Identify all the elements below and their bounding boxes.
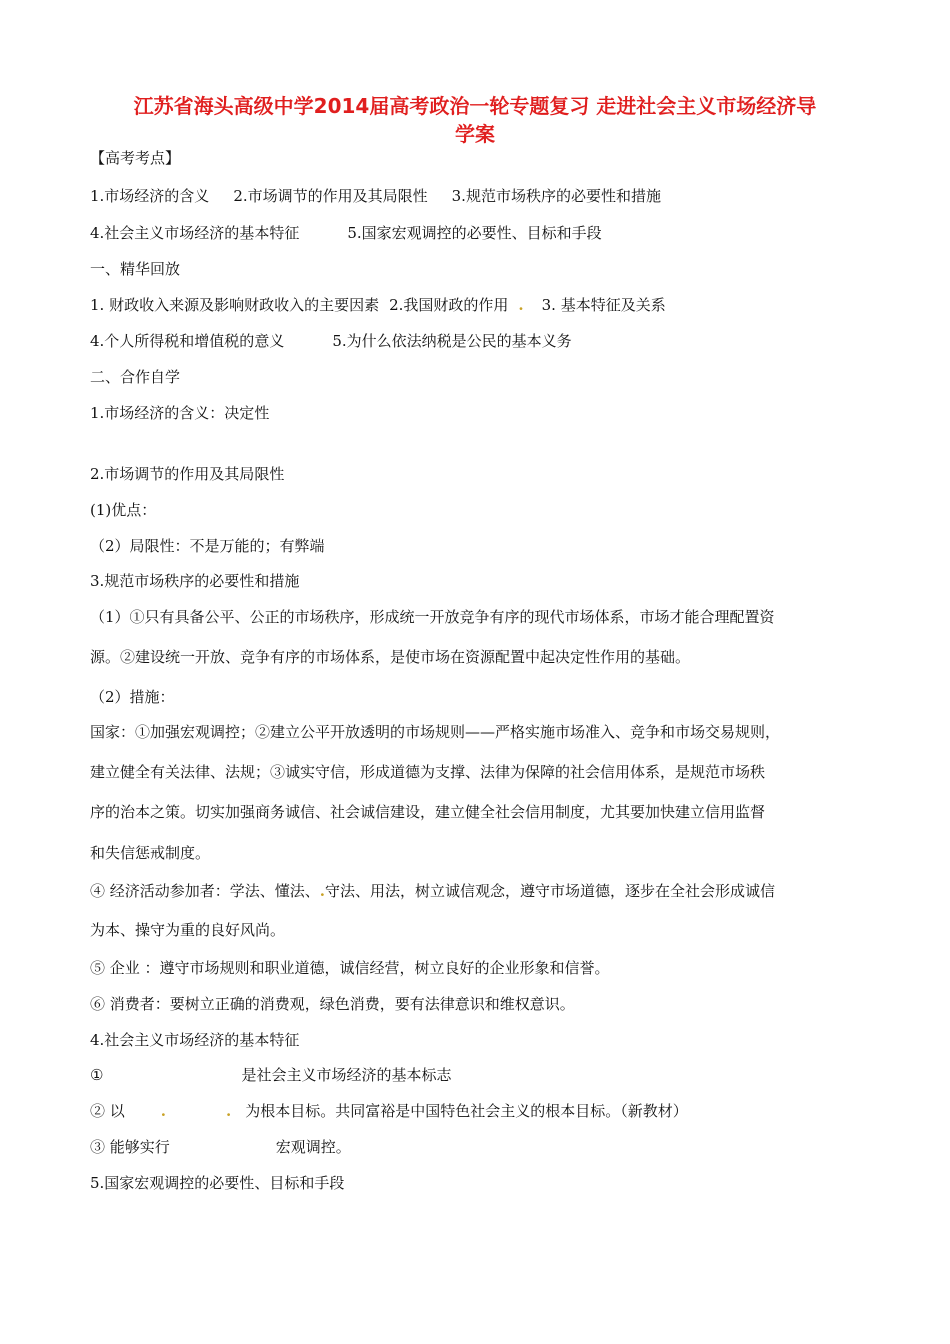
highlight-dot: . xyxy=(518,296,524,314)
item-3-marker: ③ 能够实行 xyxy=(90,1138,170,1156)
title-line-1: 江苏省海头高级中学2014届高考政治一轮专题复习 走进社会主义市场经济导 xyxy=(133,94,817,118)
item-2-marker: ② 以 xyxy=(90,1102,125,1120)
section-2-advantages: (1)优点： xyxy=(90,501,157,519)
item-1-text: 是社会主义市场经济的基本标志 xyxy=(241,1066,452,1084)
participants-line-1 xyxy=(90,881,775,901)
jinghua-item-3: 3. 基本特征及关系 xyxy=(541,296,666,314)
section-4-item-1 xyxy=(90,1065,451,1085)
kaodian-item-4: 4.社会主义市场经济的基本特征 xyxy=(90,224,300,242)
section-5-heading: 5.国家宏观调控的必要性、目标和手段 xyxy=(90,1174,345,1192)
section-3-point-1a: （1）①只有具备公平、公正的市场秩序，形成统一开放竞争有序的现代市场体系，市场才能合理配置资 xyxy=(90,608,775,626)
section-2-heading: 2.市场调节的作用及其局限性 xyxy=(90,465,285,483)
jinghua-row-1 xyxy=(90,295,666,315)
section-2-limitations: （2）局限性：不是万能的；有弊端 xyxy=(90,537,325,555)
highlight-dot: . xyxy=(319,882,326,900)
jinghua-heading: 一、精华回放 xyxy=(90,260,181,278)
section-3-measures-heading: （2）措施： xyxy=(90,688,175,706)
item-2-text: 为根本目标。共同富裕是中国特色社会主义的根本目标。（新教材） xyxy=(245,1102,688,1120)
state-measures-line-3: 序的治本之策。切实加强商务诚信、社会诚信建设，建立健全社会信用制度，尤其要加快建立信用监督 xyxy=(90,803,766,821)
participants-line-2: 为本、操守为重的良好风尚。 xyxy=(90,921,286,939)
kaodian-heading: 【高考考点】 xyxy=(90,149,181,167)
section-4-heading: 4.社会主义市场经济的基本特征 xyxy=(90,1031,300,1049)
highlight-dot: . xyxy=(226,1102,232,1120)
jinghua-item-2: 2.我国财政的作用 xyxy=(389,296,509,314)
participants-text-b: 守法、用法，树立诚信观念，遵守市场道德，逐步在全社会形成诚信 xyxy=(325,882,776,900)
kaodian-row-2 xyxy=(90,223,602,243)
participants-text-a: ④ 经济活动参加者：学法、懂法、 xyxy=(90,882,320,900)
kaodian-item-5: 5.国家宏观调控的必要性、目标和手段 xyxy=(347,224,602,242)
title-line-2: 学案 xyxy=(455,122,495,146)
document-title xyxy=(90,92,860,148)
section-3-heading: 3.规范市场秩序的必要性和措施 xyxy=(90,572,300,590)
kaodian-item-2: 2.市场调节的作用及其局限性 xyxy=(233,187,428,205)
highlight-dot: . xyxy=(160,1102,167,1120)
state-measures-line-2: 建立健全有关法律、法规；③诚实守信，形成道德为支撑、法律为保障的社会信用体系，是规范市场秩 xyxy=(90,763,766,781)
section-4-item-3 xyxy=(90,1137,351,1157)
kaodian-item-1: 1.市场经济的含义 xyxy=(90,187,210,205)
kaodian-row-1 xyxy=(90,186,661,206)
state-measures-line-4: 和失信惩戒制度。 xyxy=(90,844,211,862)
hezuo-heading: 二、合作自学 xyxy=(90,368,181,386)
section-3-point-1b: 源。②建设统一开放、竞争有序的市场体系，是使市场在资源配置中起决定性作用的基础。 xyxy=(90,648,691,666)
kaodian-item-3: 3.规范市场秩序的必要性和措施 xyxy=(451,187,661,205)
item-1-marker: ① xyxy=(90,1066,104,1084)
section-4-item-2 xyxy=(90,1101,688,1121)
enterprise-line: ⑤ 企业 ：遵守市场规则和职业道德，诚信经营，树立良好的企业形象和信誉。 xyxy=(90,959,610,977)
jinghua-item-4: 4.个人所得税和增值税的意义 xyxy=(90,332,285,350)
section-1-heading: 1.市场经济的含义：决定性 xyxy=(90,404,270,422)
jinghua-row-2 xyxy=(90,331,572,351)
state-measures-line-1: 国家：①加强宏观调控；②建立公平开放透明的市场规则——严格实施市场准入、竞争和市场交易规则， xyxy=(90,723,781,741)
consumer-line: ⑥ 消费者：要树立正确的消费观，绿色消费，要有法律意识和维权意识。 xyxy=(90,995,575,1013)
jinghua-item-1: 1. 财政收入来源及影响财政收入的主要因素 xyxy=(90,296,380,314)
jinghua-item-5: 5.为什么依法纳税是公民的基本义务 xyxy=(332,332,572,350)
item-3-text: 宏观调控。 xyxy=(275,1138,351,1156)
